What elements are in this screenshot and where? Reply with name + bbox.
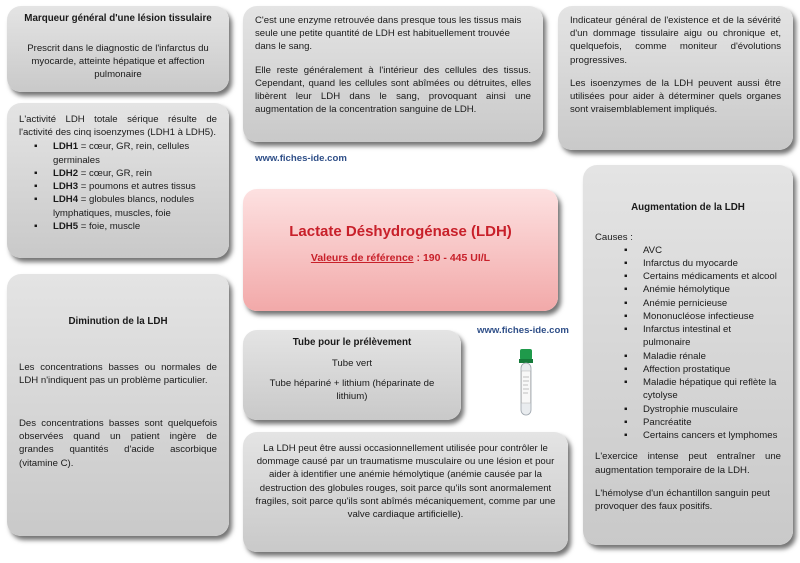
causes-label: Causes :	[595, 231, 633, 243]
title-card	[243, 189, 558, 311]
reference-values: Valeurs de référence : 190 - 445 UI/L	[310, 252, 491, 264]
occasion-text: La LDH peut être aussi occasionnellement utilisée pour contrôler le dommage causé par un traumatisme musculaire ou une lésion et pour aider à identifier une anémie hémolytique (anémie causée par la destruction des globules rouges, soit parce qu'ils sont anormalement fragiles, soit parce qu'ils sont abîmés mécaniquement, comme par une valve cardiaque artificielle).	[255, 443, 556, 521]
augmentation-text-1: L'exercice intense peut entraîner une augmentation temporaire de la LDH.	[595, 451, 781, 476]
augmentation-text-2: L'hémolyse d'un échantillon sanguin peut provoquer des faux positifs.	[595, 487, 770, 512]
cause-item: ▪ Anémie hémolytique	[595, 283, 781, 296]
reference-label: Valeurs de référence	[310, 252, 414, 264]
website-link[interactable]: www.fiches-ide.com	[255, 153, 347, 164]
tube-line-1: Tube vert	[331, 357, 373, 369]
diminution-text-2: Des concentrations basses sont quelquefois observées quand un patient ingère de grandes quantités d'acide ascorbique (vitamine C).	[19, 417, 217, 469]
causes-list	[595, 244, 781, 443]
cause-item: ▪ Mononucléose infectieuse	[595, 310, 781, 323]
cause-item: ▪ Affection prostatique	[595, 363, 781, 376]
blood-tube-image	[500, 345, 558, 423]
card-tube	[243, 330, 461, 420]
diminution-title: Diminution de la LDH	[68, 316, 168, 327]
isoenzyme-item: ▪ LDH2 = cœur, GR, rein	[19, 167, 217, 180]
card-activite	[7, 103, 229, 258]
tube-title: Tube pour le prélèvement	[292, 337, 412, 348]
cause-item: ▪ Certains cancers et lymphomes	[595, 429, 781, 442]
website-link[interactable]: www.fiches-ide.com	[477, 325, 569, 336]
card-diminution	[7, 274, 229, 536]
cause-item: ▪ Certains médicaments et alcool	[595, 270, 781, 283]
isoenzyme-list	[19, 140, 217, 233]
card-indicateur	[558, 6, 793, 150]
tube-cap	[520, 349, 532, 360]
tube-line-2: Tube hépariné + lithium (héparinate de lithium)	[269, 377, 435, 402]
card-augmentation	[583, 165, 793, 545]
diminution-text-1: Les concentrations basses ou normales de LDH n'indiquent pas un problème particulier.	[19, 361, 217, 386]
card-enzyme	[243, 6, 543, 142]
isoenzyme-item: ▪ LDH3 = poumons et autres tissus	[19, 180, 217, 193]
cause-item: ▪ AVC	[595, 244, 781, 257]
cause-item: ▪ Anémie pernicieuse	[595, 297, 781, 310]
isoenzyme-item: ▪ LDH1 = cœur, GR, rein, cellules germinales	[19, 140, 217, 166]
cause-item: ▪ Maladie rénale	[595, 350, 781, 363]
cause-item: ▪ Dystrophie musculaire	[595, 403, 781, 416]
marqueur-title: Marqueur général d'une lésion tissulaire	[24, 13, 212, 24]
indicateur-text-1: Indicateur général de l'existence et de la sévérité d'un dommage tissulaire aigu ou chronique et, quelquefois, comme moniteur d'évolutions progressives.	[570, 15, 781, 66]
indicateur-text-2: Les isoenzymes de la LDH peuvent aussi être utilisées pour aider à déterminer quels organes sont vraisemblablement impliqués.	[570, 77, 781, 116]
activite-intro: L'activité LDH totale sérique résulte de l'activité des cinq isoenzymes (LDH1 à LDH5).	[19, 114, 217, 139]
isoenzyme-item: ▪ LDH5 = foie, muscle	[19, 220, 217, 233]
cause-item: ▪ Infarctus du myocarde	[595, 257, 781, 270]
augmentation-title: Augmentation de la LDH	[631, 202, 745, 213]
isoenzyme-item: ▪ LDH4 = globules blancs, nodules lymphatiques, muscles, foie	[19, 193, 217, 219]
card-occasion	[243, 432, 568, 552]
reference-value: 190 - 445 UI/L	[422, 252, 491, 264]
card-marqueur	[7, 6, 229, 92]
marqueur-text: Prescrit dans le diagnostic de l'infarctus du myocarde, atteinte hépatique et affection pulmonaire	[27, 42, 209, 80]
cause-item: ▪ Maladie hépatique qui reflète la cytolyse	[595, 376, 781, 402]
cause-item: ▪ Infarctus intestinal et pulmonaire	[595, 323, 781, 349]
enzyme-text-1: C'est une enzyme retrouvée dans presque tous les tissus mais seule une petite quantité de LDH est habituellement trouvée dans le sang.	[255, 15, 522, 53]
enzyme-text-2: Elle reste généralement à l'intérieur des cellules des tissus. Cependant, quand les cellules sont abîmées ou détruites, elles libèrent leur LDH dans le sang, provoquant ainsi une augmentation de la concentration sanguine de LDH.	[255, 64, 531, 116]
cause-item: ▪ Pancréatite	[595, 416, 781, 429]
page-title: Lactate Déshydrogénase (LDH)	[289, 223, 512, 240]
